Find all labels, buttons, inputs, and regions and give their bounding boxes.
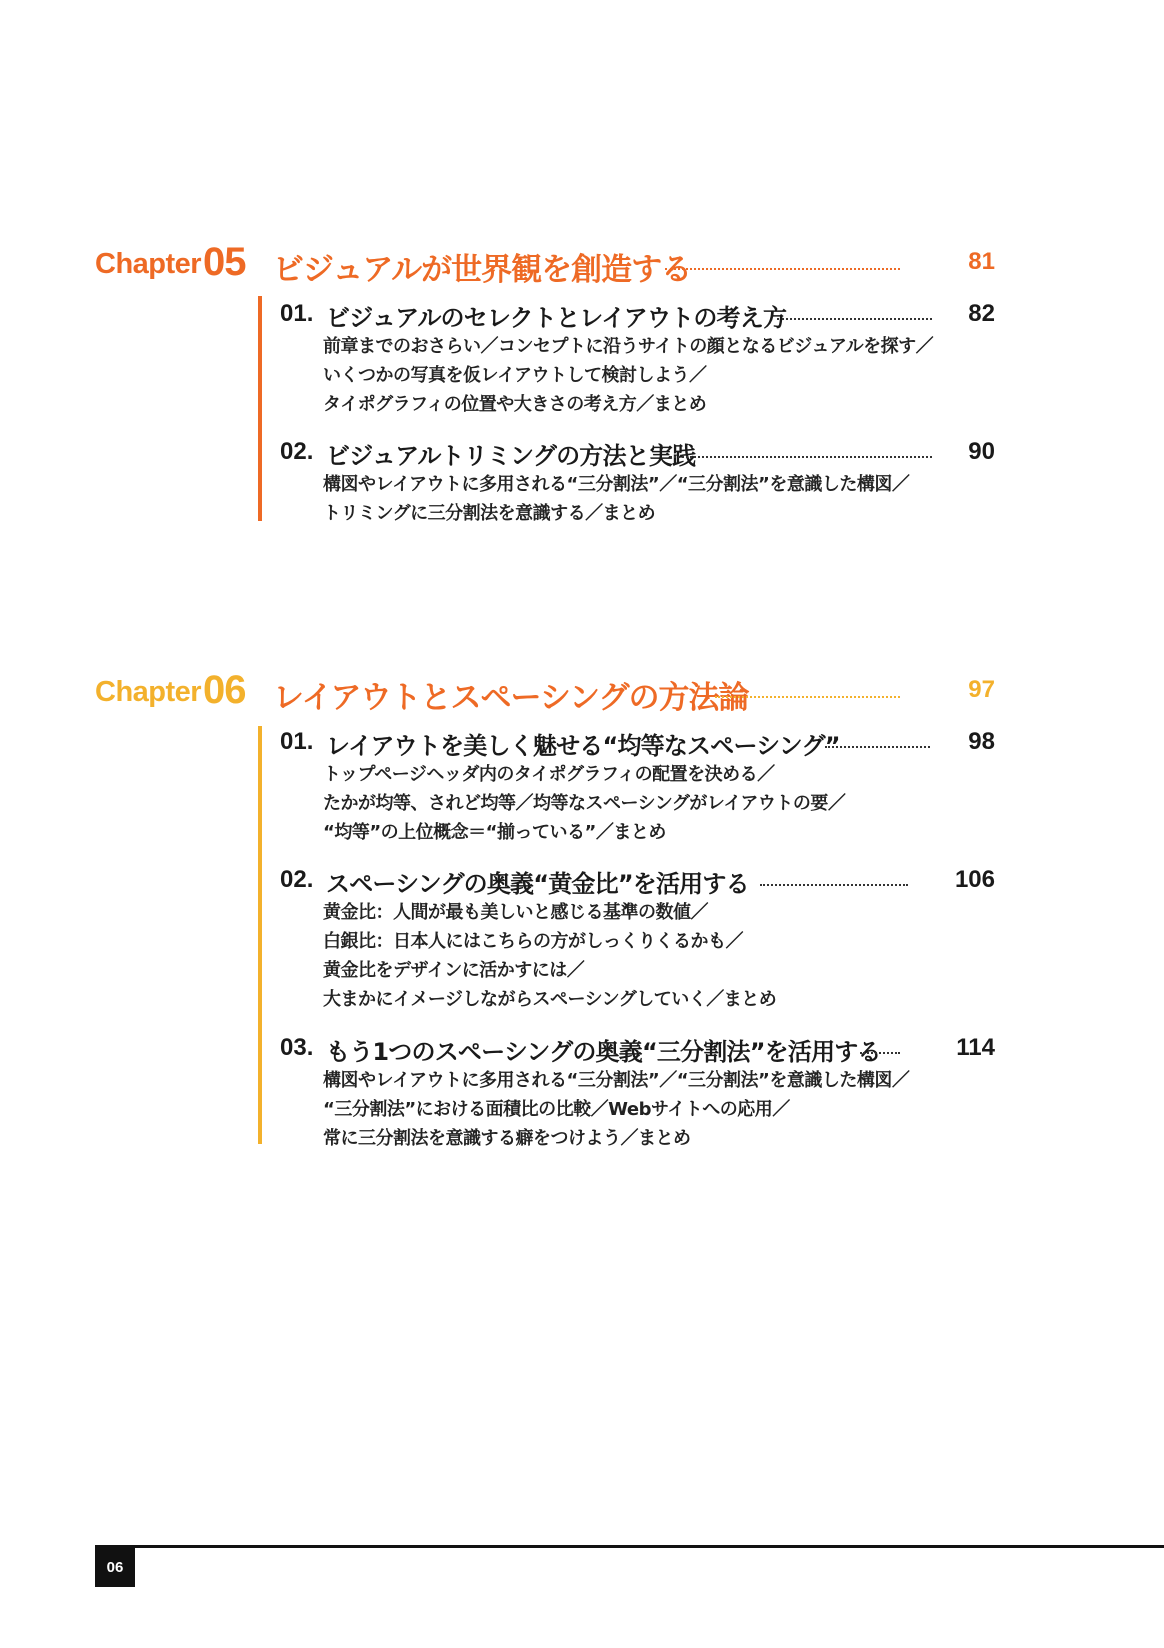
section-title: ビジュアルのセレクトとレイアウトの考え方 (326, 304, 787, 332)
section-title: もう1つのスペーシングの奥義“三分割法”を活用する (326, 1038, 881, 1066)
chapter-number: 05 (203, 240, 246, 284)
leader-dots (715, 696, 900, 698)
chapter-accent-bar (258, 296, 262, 521)
chapter-page-number: 81 (968, 248, 995, 275)
chapter-title: レイアウトとスペーシングの方法論 (273, 680, 749, 716)
section-number: 02. (280, 866, 314, 893)
chapter-title: ビジュアルが世界観を創造する (273, 252, 692, 288)
section-06-03[interactable] (280, 1032, 995, 1153)
section-05-01[interactable] (280, 298, 995, 419)
chapter-label: Chapter (95, 248, 202, 280)
chapter-number: 06 (203, 668, 246, 712)
footer-rule (95, 1545, 1164, 1548)
section-title: ビジュアルトリミングの方法と実践 (326, 442, 696, 470)
section-number: 03. (280, 1034, 314, 1061)
section-title: レイアウトを美しく魅せる“均等なスペーシング” (326, 732, 840, 760)
subtopic-line: 大まかにイメージしながらスペーシングしていく／まとめ (323, 989, 777, 1010)
section-06-01[interactable] (280, 726, 995, 847)
leader-dots (760, 884, 908, 886)
subtopic-line: タイポグラフィの位置や大きさの考え方／まとめ (323, 394, 707, 415)
subtopic-line: たかが均等、されど均等／均等なスペーシングがレイアウトの要／ (323, 793, 846, 814)
section-page-number: 98 (968, 728, 995, 755)
subtopic-line: トリミングに三分割法を意識する／まとめ (323, 503, 656, 524)
leader-dots (825, 746, 930, 748)
subtopic-line: 黄金比をデザインに活かすには／ (323, 960, 585, 981)
leader-dots (777, 318, 932, 320)
section-number: 01. (280, 300, 314, 327)
chapter-heading[interactable] (95, 240, 995, 288)
section-number: 01. (280, 728, 314, 755)
section-page-number: 106 (954, 866, 995, 893)
chapter-page-number: 97 (968, 676, 995, 703)
chapter-label: Chapter (95, 676, 202, 708)
subtopic-line: 黄金比：人間が最も美しいと感じる基準の数値／ (323, 902, 708, 923)
chapter-accent-bar (258, 726, 262, 1144)
leader-dots (860, 1052, 900, 1054)
subtopic-line: トップページヘッダ内のタイポグラフィの配置を決める／ (323, 764, 775, 785)
section-05-02[interactable] (280, 436, 995, 528)
section-number: 02. (280, 438, 314, 465)
subtopic-line: “均等”の上位概念＝“揃っている”／まとめ (323, 822, 666, 843)
section-page-number: 114 (956, 1034, 995, 1061)
subtopic-line: いくつかの写真を仮レイアウトして検討しよう／ (323, 365, 707, 386)
subtopic-line: 構図やレイアウトに多用される“三分割法”／“三分割法”を意識した構図／ (323, 474, 910, 495)
section-page-number: 90 (968, 438, 995, 465)
subtopic-line: 前章までのおさらい／コンセプトに沿うサイトの顔となるビジュアルを探す／ (323, 336, 934, 357)
page-number-folio: 06 (95, 1547, 135, 1587)
section-title: スペーシングの奥義“黄金比”を活用する (326, 870, 749, 898)
subtopic-line: 白銀比：日本人にはこちらの方がしっくりくるかも／ (323, 931, 743, 952)
leader-dots (670, 456, 932, 458)
leader-dots (665, 268, 900, 270)
subtopic-line: 常に三分割法を意識する癖をつけよう／まとめ (323, 1128, 691, 1149)
section-page-number: 82 (968, 300, 995, 327)
section-06-02[interactable] (280, 864, 995, 1014)
chapter-heading[interactable] (95, 668, 995, 716)
subtopic-line: 構図やレイアウトに多用される“三分割法”／“三分割法”を意識した構図／ (323, 1070, 910, 1091)
subtopic-line: “三分割法”における面積比の比較／Webサイトへの応用／ (323, 1099, 790, 1120)
